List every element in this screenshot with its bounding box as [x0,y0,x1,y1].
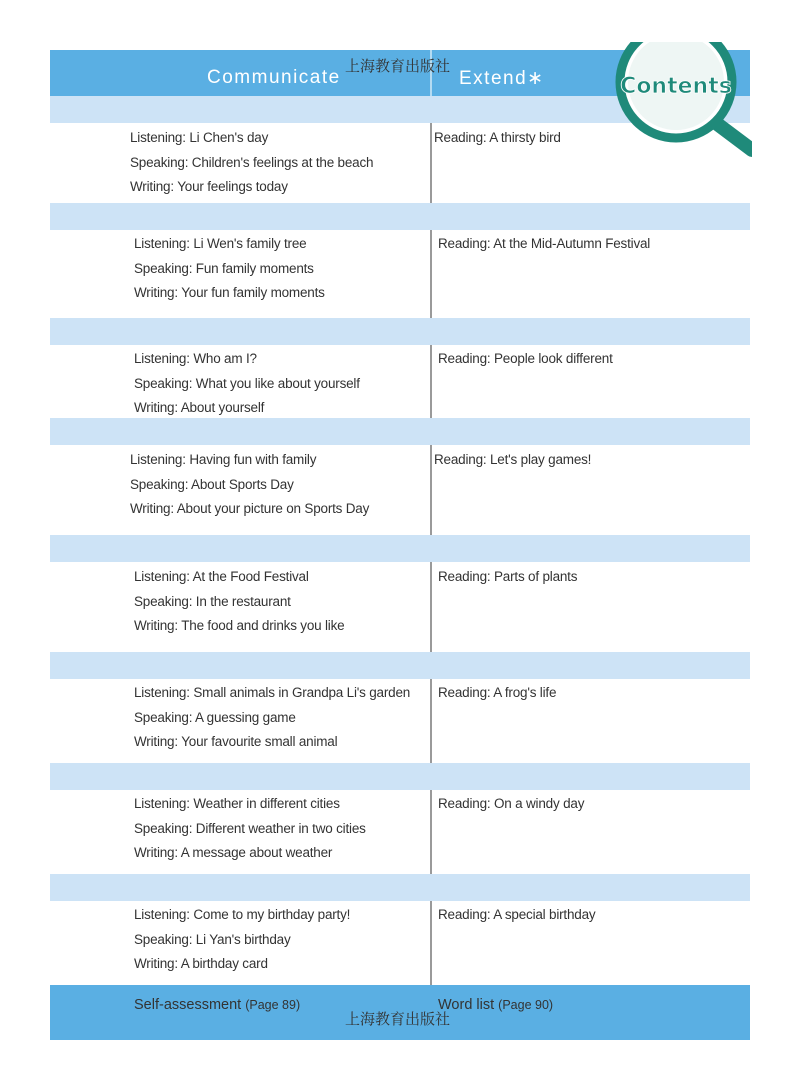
listening-item: Listening: Come to my birthday party! [134,907,351,922]
speaking-item: Speaking: In the restaurant [134,593,291,609]
reading-item: Reading: A thirsty bird [434,130,561,145]
communicate-cell [134,792,366,866]
listening-item: Listening: At the Food Festival [134,569,309,584]
reading-item: Reading: At the Mid-Autumn Festival [438,236,651,251]
word-list-page: (Page 90) [498,998,554,1012]
speaking-item: Speaking: Li Yan's birthday [134,931,291,947]
unit-band [50,535,750,562]
reading-item: Reading: Parts of plants [438,569,578,584]
column-divider [430,345,432,418]
writing-item: Writing: About your picture on Sports Day [130,501,370,516]
column-divider [430,790,432,874]
speaking-item: Speaking: What you like about yourself [134,375,360,391]
writing-item: Writing: Your favourite small animal [134,734,338,749]
extend-cell [438,565,577,590]
contents-badge [566,42,752,162]
reading-item: Reading: A special birthday [438,907,596,922]
reading-item: Reading: Let's play games! [434,452,592,467]
unit-band [50,874,750,901]
listening-item: Listening: Who am I? [134,351,257,366]
unit-row [50,562,750,652]
listening-item: Listening: Li Wen's family tree [134,236,307,251]
extend-title: Extend∗ [459,68,545,89]
badge-label: Contents [620,74,732,99]
column-divider [430,445,432,535]
unit-band [50,763,750,790]
publisher-watermark-top: 上海教育出版社 [345,57,451,75]
listening-item: Listening: Weather in different cities [134,796,340,811]
column-divider [430,901,432,985]
unit-band [50,203,750,230]
extend-cell [438,681,556,706]
communicate-cell [134,681,410,755]
writing-item: Writing: About yourself [134,400,265,415]
self-assessment-link[interactable] [134,997,300,1013]
column-divider [430,230,432,318]
publisher-watermark-bottom: 上海教育出版社 [345,1010,451,1028]
extend-cell [434,448,591,473]
writing-item: Writing: A birthday card [134,956,268,971]
extend-cell [438,792,584,817]
reading-item: Reading: On a windy day [438,796,585,811]
communicate-cell [130,126,373,200]
unit-band [50,652,750,679]
contents-page [50,50,750,1040]
reading-item: Reading: People look different [438,351,613,366]
self-assessment-label: Self-assessment [134,997,242,1013]
speaking-item: Speaking: Different weather in two cities [134,820,366,836]
unit-row [50,790,750,874]
communicate-cell [134,903,350,977]
unit-band [50,318,750,345]
unit-row [50,679,750,763]
listening-item: Listening: Having fun with family [130,452,317,467]
word-list-link[interactable] [438,997,553,1013]
word-list-label: Word list [438,997,495,1013]
communicate-cell [134,232,325,306]
communicate-cell [130,448,369,522]
listening-item: Listening: Small animals in Grandpa Li's garden [134,685,411,700]
reading-item: Reading: A frog's life [438,685,557,700]
unit-row [50,445,750,535]
unit-row [50,901,750,985]
extend-cell [438,903,595,928]
column-divider [430,123,432,203]
communicate-title: Communicate [207,67,341,88]
writing-item: Writing: A message about weather [134,845,333,860]
writing-item: Writing: Your feelings today [130,179,288,194]
listening-item: Listening: Li Chen's day [130,130,269,145]
column-divider [430,562,432,652]
extend-cell [438,232,650,257]
magnifier-icon [566,42,752,162]
writing-item: Writing: The food and drinks you like [134,618,345,633]
writing-item: Writing: Your fun family moments [134,285,325,300]
unit-row [50,230,750,318]
communicate-cell [134,347,360,421]
speaking-item: Speaking: A guessing game [134,709,296,725]
extend-cell [438,347,613,372]
speaking-item: Speaking: Children's feelings at the beach [130,154,374,170]
extend-cell [434,126,561,151]
unit-band [50,418,750,445]
unit-row [50,345,750,418]
speaking-item: Speaking: Fun family moments [134,260,314,276]
communicate-cell [134,565,344,639]
column-divider [430,679,432,763]
speaking-item: Speaking: About Sports Day [130,476,294,492]
self-assessment-page: (Page 89) [245,998,301,1012]
